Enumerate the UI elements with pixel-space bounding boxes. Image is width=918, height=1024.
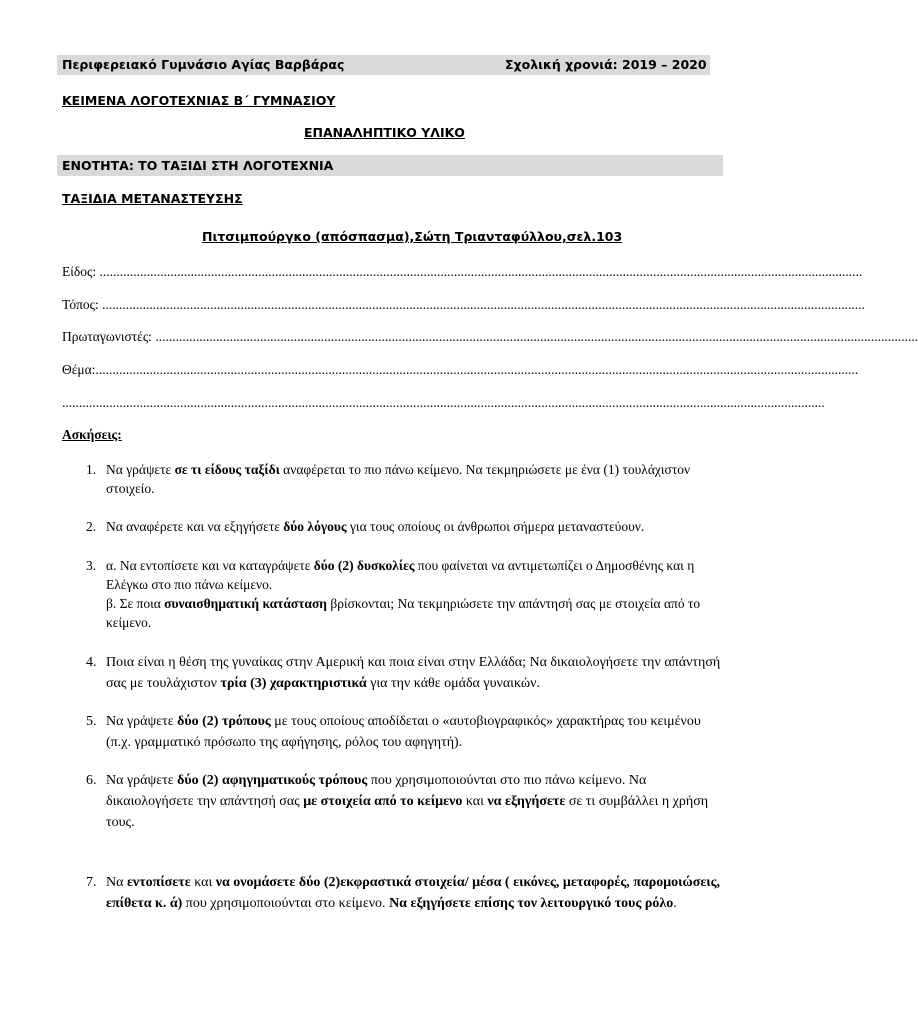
question-text: α. Να εντοπίσετε και να καταγράψετε — [106, 558, 314, 573]
fill-line: .................................................................................................................................................................................................................................. — [102, 297, 865, 312]
question-text: . — [673, 896, 677, 911]
question-text: για την κάθε ομάδα γυναικών. — [366, 676, 540, 691]
question-number: 1. — [86, 462, 97, 477]
question-emphasis: συναισθηματική κατάσταση — [164, 596, 327, 611]
question-emphasis: σε τι είδους ταξίδι — [174, 462, 280, 477]
field-theme — [62, 362, 859, 378]
question-5 — [86, 711, 726, 753]
question-text: Να γράψετε — [106, 773, 178, 788]
question-emphasis: δύο (2) δυσκολίες — [313, 558, 415, 573]
question-number: 3. — [86, 558, 97, 573]
question-text: σε τι συμβάλλει η χρήση τους. — [106, 794, 709, 830]
question-emphasis: με στοιχεία από το κείμενο — [303, 794, 463, 809]
field-protagonists — [62, 329, 918, 345]
question-emphasis: να ονομάσετε δύο (2)εκφραστικά στοιχεία/ μέσα ( εικόνες, μεταφορές, παρομοιώσεις, επίθετα κ. ά) — [106, 875, 721, 911]
section-title: ΤΑΞΙΔΙΑ ΜΕΤΑΝΑΣΤΕΥΣΗΣ — [62, 191, 243, 206]
field-genre — [62, 264, 863, 280]
question-number: 2. — [86, 519, 97, 534]
field-label: Θέμα: — [62, 362, 96, 377]
question-text: με τους οποίους αποδίδεται ο «αυτοβιογραφικός» χαρακτήρας του κειμένου (π.χ. γραμματικό πρόσωπο της αφήγησης, ρόλος του αφηγητή). — [106, 714, 701, 750]
question-text: που χρησιμοποιούνται στο κείμενο. — [182, 896, 390, 911]
question-text: για τους οποίους οι άνθρωποι σήμερα μεταναστεύουν. — [346, 519, 645, 534]
fill-line: .................................................................................................................................................................................................................................. — [95, 362, 859, 377]
field-theme-continued — [62, 395, 825, 411]
question-emphasis: δύο (2) αφηγηματικούς τρόπους — [177, 773, 368, 788]
question-4 — [86, 652, 726, 694]
question-text: που χρησιμοποιούνται στο πιο πάνω κείμενο. Να δικαιολογήσετε την απάντησή σας — [106, 773, 647, 809]
school-year: Σχολική χρονιά: 2019 – 2020 — [505, 57, 707, 72]
question-emphasis: δύο (2) τρόπους — [177, 714, 271, 729]
question-text: αναφέρεται το πιο πάνω κείμενο. Να τεκμηριώσετε με ένα (1) τουλάχιστον στοιχείο. — [106, 462, 691, 496]
question-emphasis: Να εξηγήσετε επίσης τον λειτουργικό τους ρόλο — [389, 896, 674, 911]
question-number: 4. — [86, 655, 97, 670]
material-title: ΕΠΑΝΑΛΗΠΤΙΚΟ ΥΛΙΚΟ — [304, 125, 465, 140]
question-text: και — [462, 794, 488, 809]
school-name: Περιφερειακό Γυμνάσιο Αγίας Βαρβάρας — [62, 57, 345, 72]
question-emphasis: να εξηγήσετε — [487, 794, 566, 809]
field-place — [62, 297, 865, 313]
question-7 — [86, 872, 726, 914]
question-text: Να γράψετε — [106, 462, 175, 477]
question-number: 5. — [86, 714, 97, 729]
question-emphasis: δύο λόγους — [283, 519, 347, 534]
question-text: που φαίνεται να αντιμετωπίζει ο Δημοσθένης και η Ελέγκω στο πιο πάνω κείμενο. — [106, 558, 695, 592]
exercises-heading: Ασκήσεις: — [62, 427, 122, 442]
question-2 — [86, 517, 726, 536]
question-text: και — [190, 875, 216, 890]
question-text: β. Σε ποια — [106, 596, 165, 611]
question-1 — [86, 460, 726, 498]
question-emphasis: εντοπίσετε — [126, 875, 191, 890]
question-3 — [86, 556, 726, 632]
question-emphasis: τρία (3) χαρακτηριστικά — [220, 676, 367, 691]
question-part-a — [106, 556, 726, 594]
fill-line: .................................................................................................................................................................................................................................. — [62, 395, 825, 410]
field-label: Είδος: — [62, 264, 100, 279]
question-number: 6. — [86, 773, 97, 788]
question-number: 7. — [86, 875, 97, 890]
question-text: Να αναφέρετε και να εξηγήσετε — [106, 519, 284, 534]
field-label: Πρωταγωνιστές: — [62, 329, 156, 344]
field-label: Τόπος: — [62, 297, 103, 312]
unit-title: ΕΝΟΤΗΤΑ: ΤΟ ΤΑΞΙΔΙ ΣΤΗ ΛΟΓΟΤΕΧΝΙΑ — [62, 158, 334, 173]
subject-title: ΚΕΙΜΕΝΑ ΛΟΓΟΤΕΧΝΙΑΣ Β΄ ΓΥΜΝΑΣΙΟΥ — [62, 93, 336, 108]
question-part-b — [106, 594, 726, 632]
text-title: Πιτσιμπούργκο (απόσπασμα),Σώτη Τριανταφύλλου,σελ.103 — [202, 229, 623, 244]
question-text: βρίσκονται; Να τεκμηριώσετε την απάντησή σας με στοιχεία από το κείμενο. — [106, 596, 701, 630]
fill-line: .................................................................................................................................................................................................................................. — [155, 329, 918, 344]
question-text: Να γράψετε — [106, 714, 178, 729]
question-6 — [86, 770, 726, 833]
fill-line: .................................................................................................................................................................................................................................. — [99, 264, 863, 279]
question-text: Να — [106, 875, 127, 890]
question-text: Ποια είναι η θέση της γυναίκας στην Αμερική και ποια είναι στην Ελλάδα; Να δικαιολογήσετε την απάντησή σας με τουλάχιστον — [106, 655, 721, 691]
